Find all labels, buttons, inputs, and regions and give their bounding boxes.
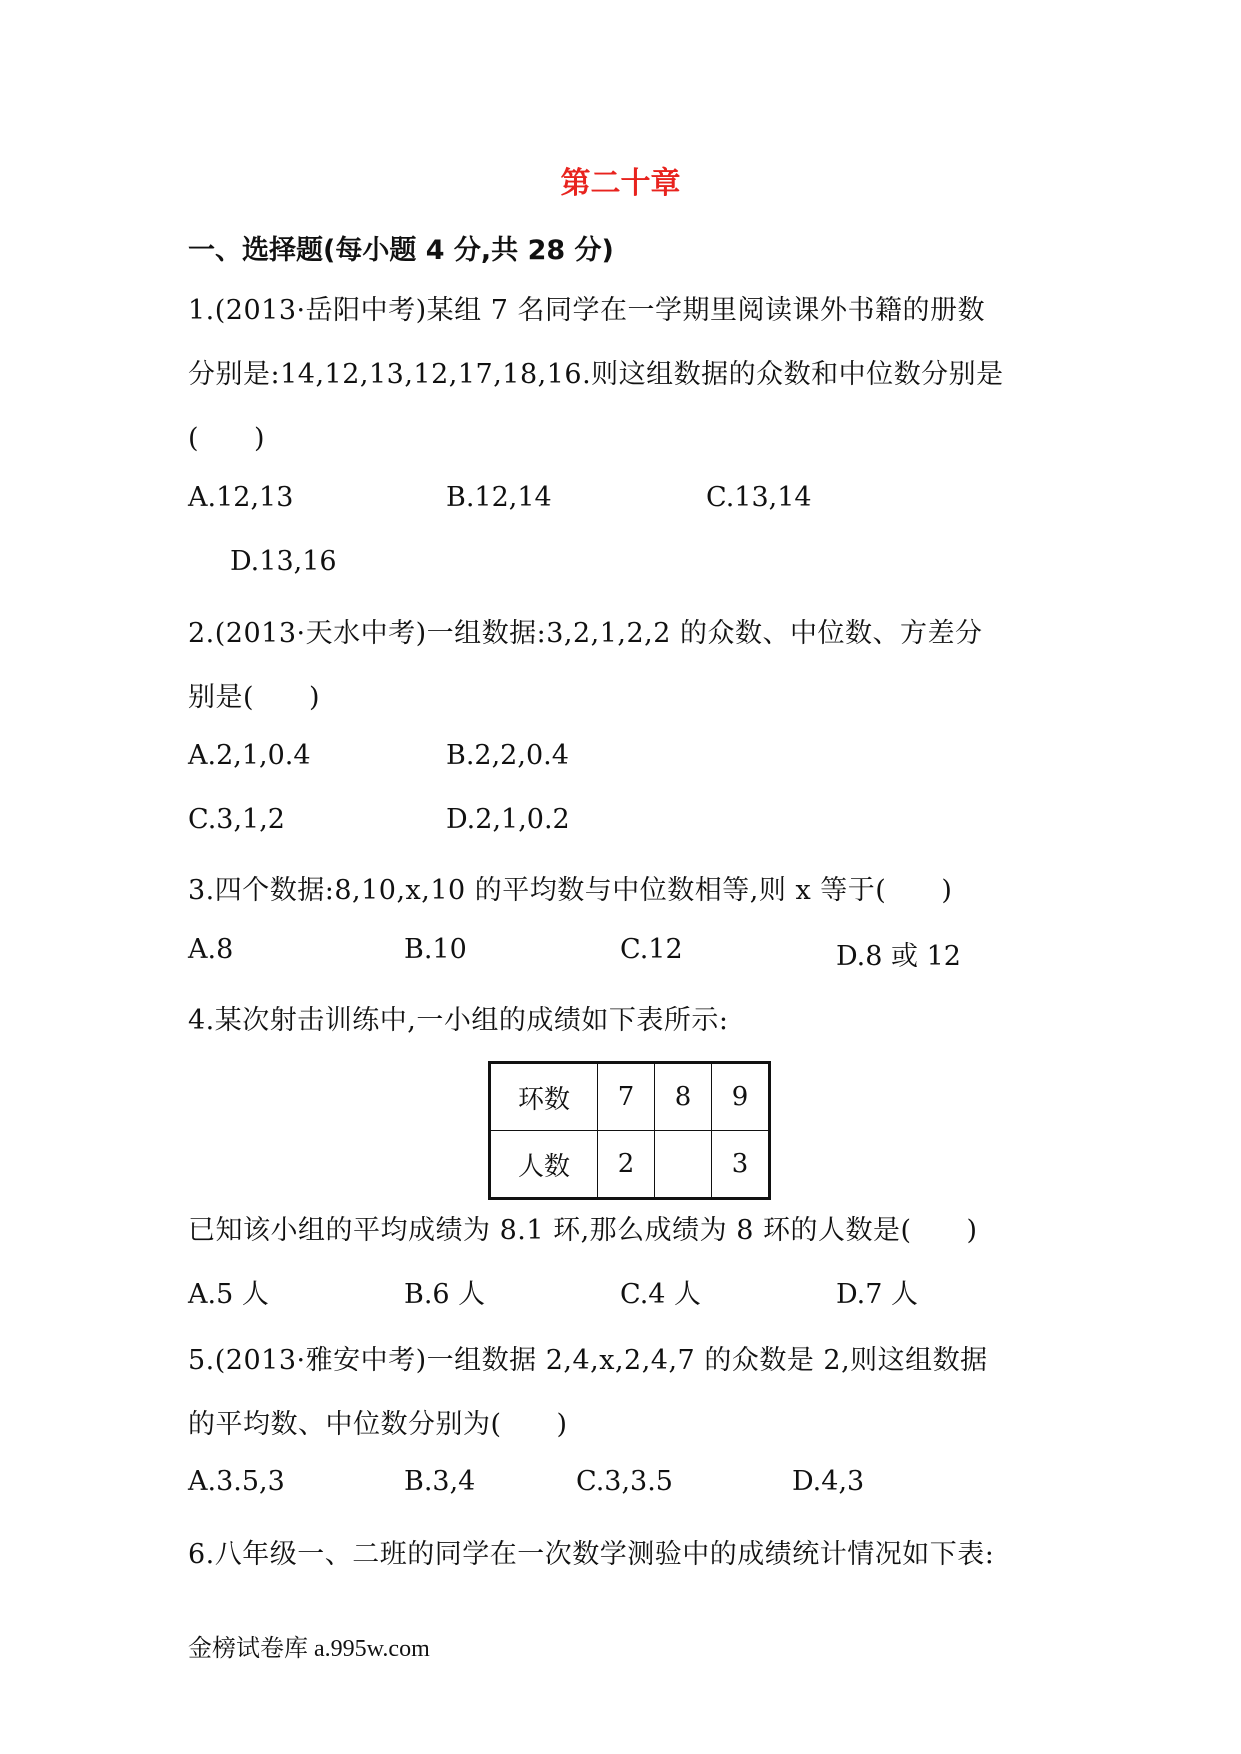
q5-option-b: B.3,4	[404, 1466, 476, 1497]
table-cell: 9	[712, 1063, 770, 1131]
table-cell: 3	[712, 1131, 770, 1199]
q5-option-d: D.4,3	[792, 1466, 865, 1497]
q3-option-b: B.10	[404, 934, 467, 965]
q1-option-a: A.12,13	[188, 482, 294, 513]
q4-option-d: D.7 人	[836, 1279, 919, 1310]
q5-line-1: 5.(2013·雅安中考)一组数据 2,4,x,2,4,7 的众数是 2,则这组数据	[188, 1345, 988, 1376]
q4-line-1: 4.某次射击训练中,一小组的成绩如下表所示:	[188, 1005, 729, 1036]
table-cell: 2	[598, 1131, 655, 1199]
q2-option-d: D.2,1,0.2	[446, 804, 570, 835]
table-cell: 8	[655, 1063, 712, 1131]
q1-line-3: ( )	[188, 423, 266, 454]
q1-option-b: B.12,14	[446, 482, 552, 513]
q4-option-a: A.5 人	[188, 1279, 269, 1310]
q2-line-1: 2.(2013·天水中考)一组数据:3,2,1,2,2 的众数、中位数、方差分	[188, 618, 983, 649]
q3-option-a: A.8	[188, 934, 234, 965]
q2-option-a: A.2,1,0.4	[188, 740, 311, 771]
q1-option-c: C.13,14	[706, 482, 812, 513]
q1-line-2: 分别是:14,12,13,12,17,18,16.则这组数据的众数和中位数分别是	[188, 359, 1004, 390]
table-cell: 7	[598, 1063, 655, 1131]
q4-line-2: 已知该小组的平均成绩为 8.1 环,那么成绩为 8 环的人数是( )	[188, 1215, 978, 1246]
q4-option-b: B.6 人	[404, 1279, 486, 1310]
table-row	[490, 1131, 770, 1199]
score-table	[488, 1061, 771, 1200]
table-row	[490, 1063, 770, 1131]
q5-option-a: A.3.5,3	[188, 1466, 285, 1497]
q4-option-c: C.4 人	[620, 1279, 702, 1310]
q1-line-1: 1.(2013·岳阳中考)某组 7 名同学在一学期里阅读课外书籍的册数	[188, 295, 985, 326]
section-heading: 一、选择题(每小题 4 分,共 28 分)	[188, 235, 614, 266]
q5-line-2: 的平均数、中位数分别为( )	[188, 1409, 568, 1440]
chapter-title: 第二十章	[560, 166, 681, 201]
q5-option-c: C.3,3.5	[576, 1466, 673, 1497]
footer-watermark: 金榜试卷库 a.995w.com	[188, 1636, 430, 1662]
q2-option-b: B.2,2,0.4	[446, 740, 569, 771]
q3-option-d: D.8 或 12	[836, 941, 961, 972]
table-cell: 人数	[490, 1131, 598, 1199]
q2-line-2: 别是( )	[188, 682, 321, 713]
q2-option-c: C.3,1,2	[188, 804, 285, 835]
table-cell: 环数	[490, 1063, 598, 1131]
q3-option-c: C.12	[620, 934, 683, 965]
q6-line-1: 6.八年级一、二班的同学在一次数学测验中的成绩统计情况如下表:	[188, 1539, 995, 1570]
q1-option-d: D.13,16	[230, 546, 337, 577]
q3-line-1: 3.四个数据:8,10,x,10 的平均数与中位数相等,则 x 等于( )	[188, 875, 953, 906]
table-cell	[655, 1131, 712, 1199]
